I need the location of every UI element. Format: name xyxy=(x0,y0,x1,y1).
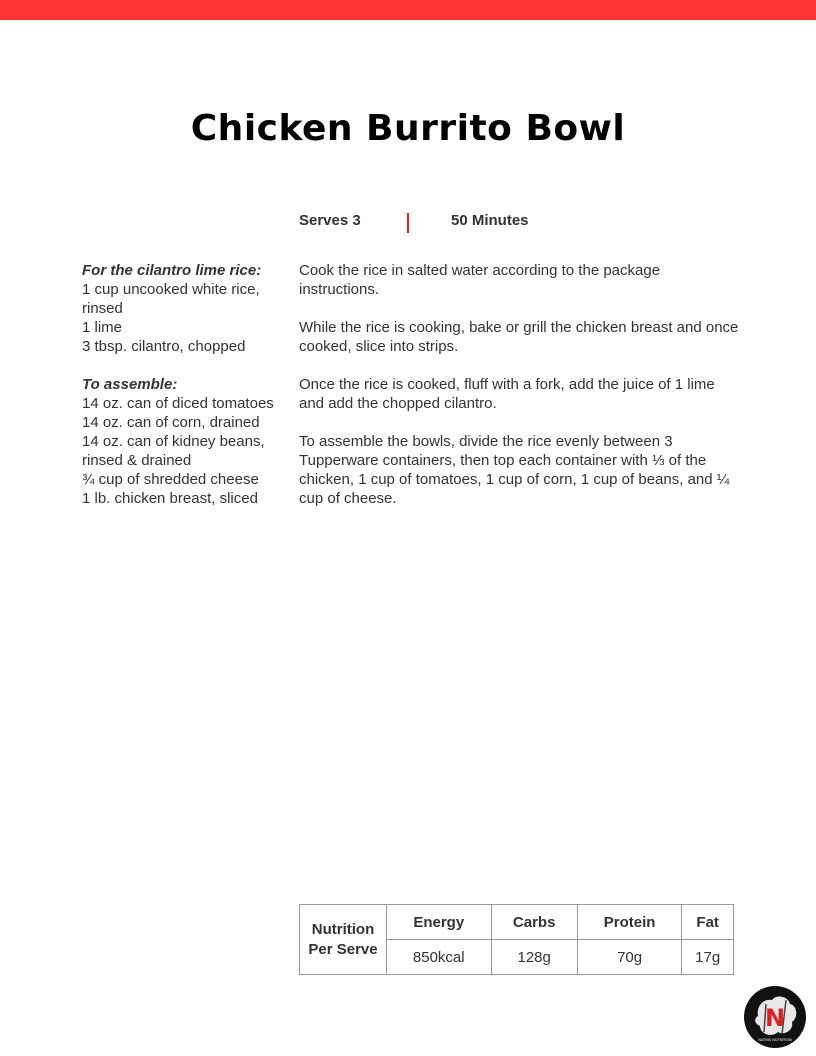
ingredient-item: 14 oz. can of diced tomatoes xyxy=(82,395,274,412)
instructions xyxy=(299,261,739,527)
nutrition-header-carbs: Carbs xyxy=(491,905,577,940)
serves-info: Serves 3 xyxy=(299,212,361,229)
ingredient-item: 14 oz. can of corn, drained xyxy=(82,414,260,431)
instruction-step: Cook the rice in salted water according to the package instructions. xyxy=(299,262,661,298)
nutrition-value-carbs: 128g xyxy=(491,940,577,975)
ingredients-list xyxy=(82,261,297,508)
logo-text: NATNIS NUTRITION xyxy=(758,1038,792,1042)
nutrition-value-energy: 850kcal xyxy=(387,940,492,975)
instruction-step: While the rice is cooking, bake or grill the chicken breast and once cooked, slice into strips. xyxy=(299,319,739,355)
recipe-title: Chicken Burrito Bowl xyxy=(190,108,626,149)
ingredient-item: 14 oz. can of kidney beans, rinsed & drained xyxy=(82,433,265,469)
ingredient-item: 1 cup uncooked white rice, rinsed xyxy=(82,281,260,317)
time-info: 50 Minutes xyxy=(451,212,529,229)
nutrition-value-fat: 17g xyxy=(682,940,734,975)
logo-graphic xyxy=(744,986,806,1048)
ingredient-item: 1 lime xyxy=(82,319,123,336)
ingredient-item: 3 tbsp. cilantro, chopped xyxy=(82,338,246,355)
meta-divider xyxy=(407,213,409,233)
nutrition-label: Nutrition Per Serve xyxy=(300,905,387,975)
nutrition-table xyxy=(299,904,734,975)
brand-logo xyxy=(744,986,806,1048)
nutrition-header-energy: Energy xyxy=(387,905,492,940)
rice-heading: For the cilantro lime rice: xyxy=(82,262,262,279)
ingredient-item: ¾ cup of shredded cheese xyxy=(82,471,259,488)
nutrition-header-fat: Fat xyxy=(682,905,734,940)
nutrition-value-protein: 70g xyxy=(577,940,681,975)
instruction-step: Once the rice is cooked, fluff with a fork, add the juice of 1 lime and add the chopped cilantro. xyxy=(299,376,715,412)
top-accent-bar xyxy=(0,0,816,20)
ingredient-item: 1 lb. chicken breast, sliced xyxy=(82,490,258,507)
instruction-step: To assemble the bowls, divide the rice evenly between 3 Tupperware containers, then top each container with ⅓ of the chicken, 1 cup of tomatoes, 1 cup of corn, 1 cup of beans, and ¼ cup of cheese. xyxy=(299,433,730,507)
nutrition-header-protein: Protein xyxy=(577,905,681,940)
logo-letter: N xyxy=(764,1004,786,1032)
assemble-heading: To assemble: xyxy=(82,376,178,393)
